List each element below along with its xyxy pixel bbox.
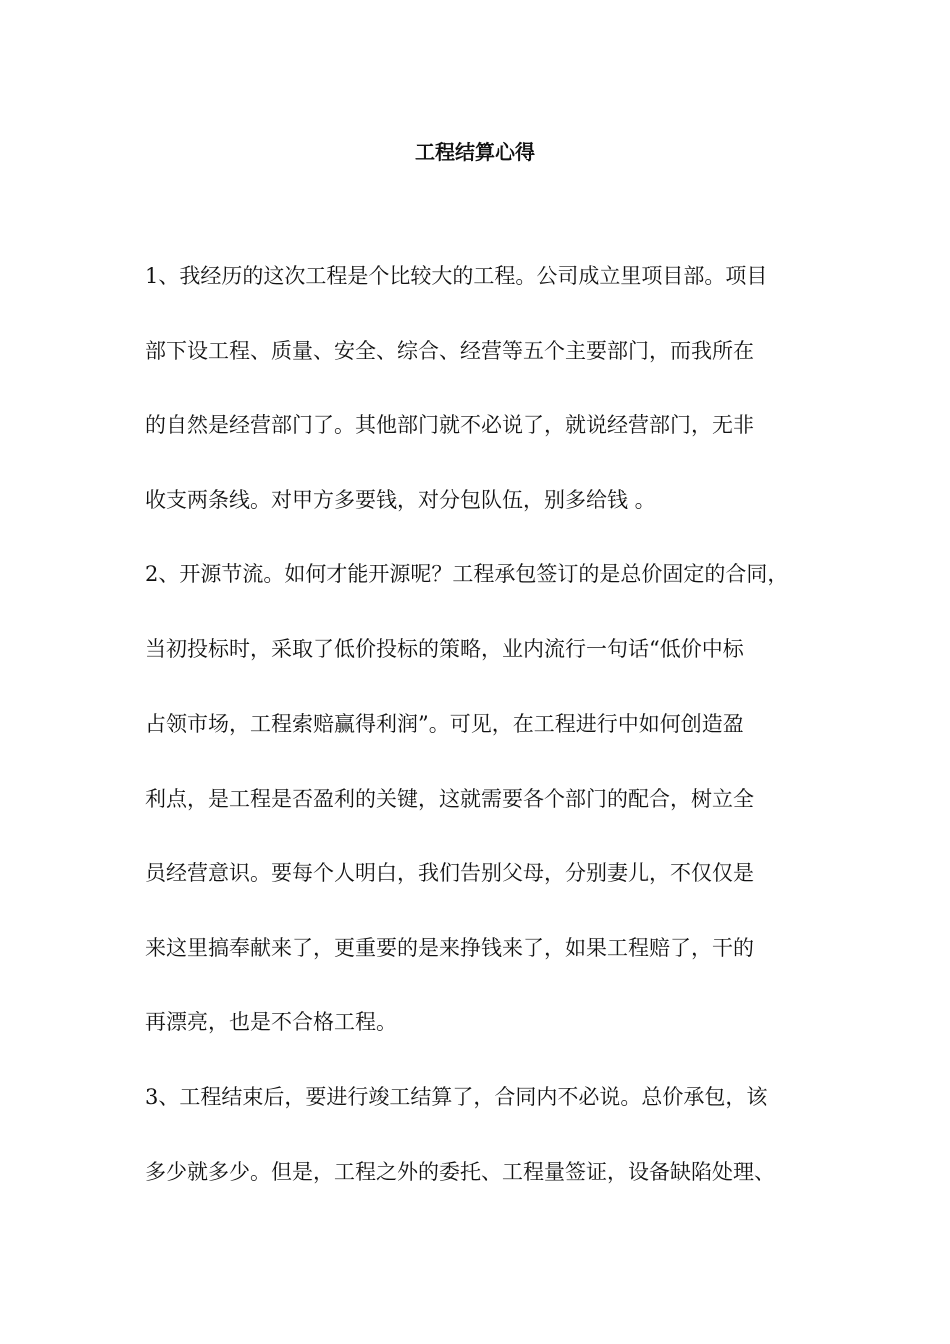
body-line-10: 来这里搞奉献来了，更重要的是来挣钱来了，如果工程赔了，干的 bbox=[145, 936, 754, 960]
body-line-11: 再漂亮，也是不合格工程。 bbox=[145, 1010, 397, 1034]
body-line-9: 员经营意识。要每个人明白，我们告别父母，分别妻儿，不仅仅是 bbox=[145, 861, 754, 885]
body-line-8: 利点，是工程是否盈利的关键，这就需要各个部门的配合，树立全 bbox=[145, 787, 754, 811]
body-line-3: 的自然是经营部门了。其他部门就不必说了，就说经营部门，无非 bbox=[145, 413, 754, 437]
body-line-12: 3、工程结束后，要进行竣工结算了，合同内不必说。总价承包，该 bbox=[145, 1085, 768, 1109]
document-title: 工程结算心得 bbox=[415, 140, 535, 164]
body-line-1: 1、我经历的这次工程是个比较大的工程。公司成立里项目部。项目 bbox=[145, 264, 768, 288]
body-line-6: 当初投标时，采取了低价投标的策略，业内流行一句话“低价中标 bbox=[145, 637, 744, 661]
body-line-7: 占领市场，工程索赔赢得利润”。可见，在工程进行中如何创造盈 bbox=[145, 712, 744, 736]
body-line-2: 部下设工程、质量、安全、综合、经营等五个主要部门，而我所在 bbox=[145, 339, 754, 363]
body-line-4: 收支两条线。对甲方多要钱，对分包队伍，别多给钱 。 bbox=[145, 488, 656, 512]
body-line-13: 多少就多少。但是，工程之外的委托、工程量签证，设备缺陷处理、 bbox=[145, 1160, 775, 1184]
body-line-5: 2、开源节流。如何才能开源呢？工程承包签订的是总价固定的合同， bbox=[145, 562, 789, 586]
